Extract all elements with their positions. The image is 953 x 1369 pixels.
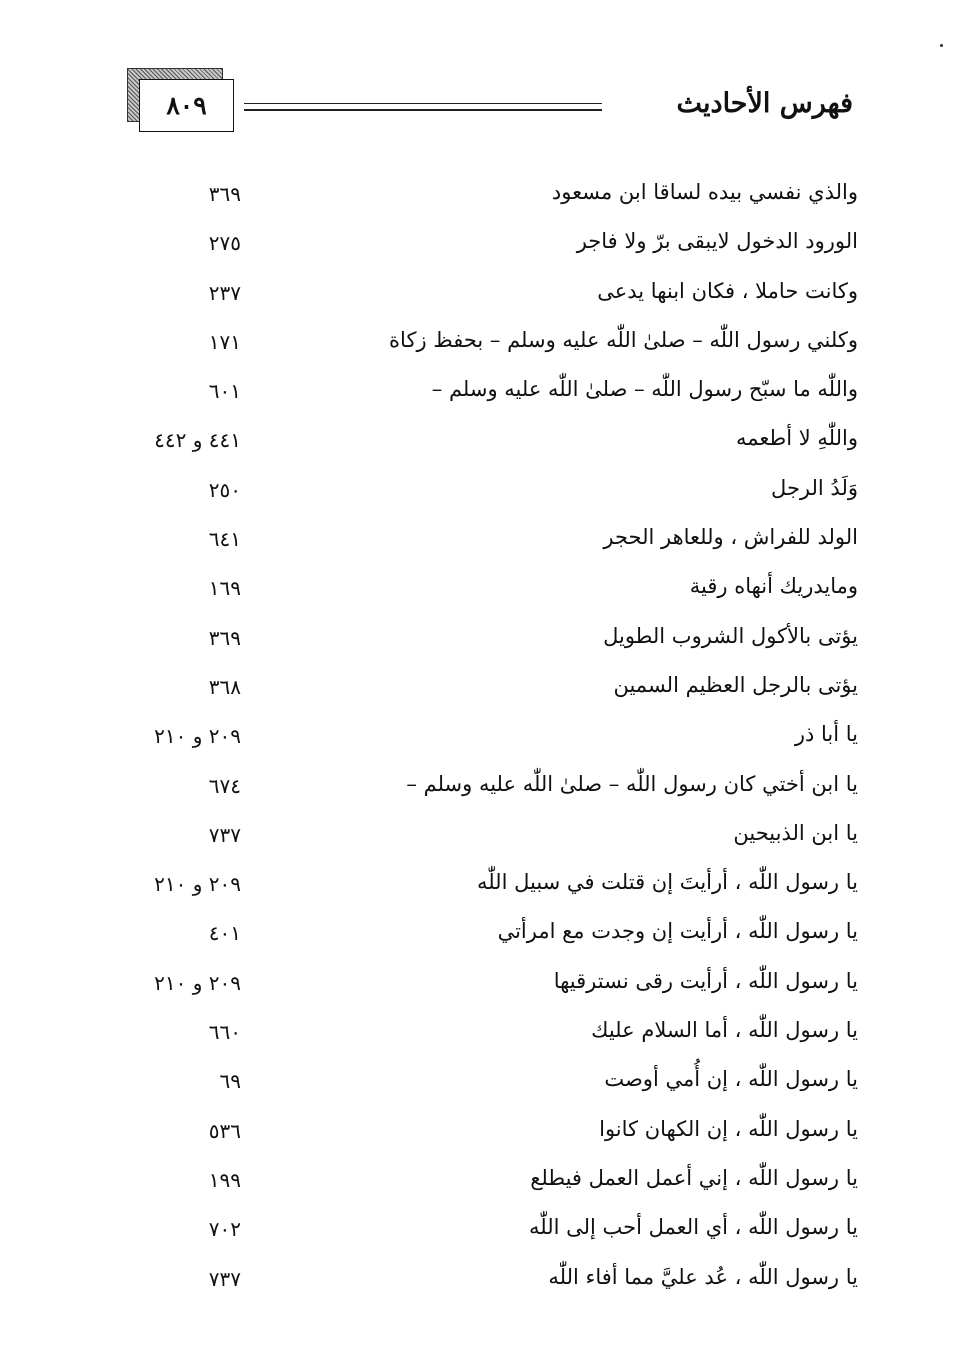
entry-text: يا رسول اللّٰه ، أما السلام عليك	[591, 1018, 858, 1043]
entry-text: يا رسول اللّٰه ، عُد عليَّ مما أفاء اللّٰه	[548, 1264, 858, 1289]
entry-page-ref: ٦٠١	[208, 379, 241, 404]
index-entry	[0, 815, 953, 864]
index-entry	[0, 223, 953, 272]
index-entry	[0, 1259, 953, 1308]
entry-page-ref: ٢٥٠	[208, 477, 241, 502]
entry-page-ref: ١٦٩	[208, 576, 241, 601]
entry-text: يا رسول اللّٰه ، أرأيت رقى نسترقيها	[553, 968, 858, 993]
hadith-index-list	[0, 174, 953, 1308]
entry-text: الولد للفراش ، وللعاهر الحجر	[603, 525, 858, 550]
entry-page-ref: ٧٣٧	[208, 1266, 241, 1291]
index-entry	[0, 1209, 953, 1258]
entry-text: واللّٰهِ لا أطعمه	[736, 426, 858, 451]
entry-text: يا رسول اللّٰه ، أرأيت إن وجدت مع امرأتي	[497, 919, 858, 944]
entry-page-ref: ٧٠٢	[208, 1217, 241, 1242]
entry-page-ref: ٢٠٩ و ٢١٠	[154, 872, 241, 897]
index-entry	[0, 519, 953, 568]
entry-page-ref: ٦٦٠	[208, 1020, 241, 1045]
page-title: فهرس الأحاديث	[676, 88, 853, 119]
scan-dot	[940, 44, 943, 47]
entry-page-ref: ٣٦٨	[208, 674, 241, 699]
entry-page-ref: ٤٤١ و ٤٤٢	[154, 428, 241, 453]
index-entry	[0, 1012, 953, 1061]
entry-page-ref: ٣٦٩	[208, 182, 241, 206]
entry-text: يا رسول اللّٰه ، إن أُمي أوصت	[604, 1067, 858, 1092]
entry-text: يا ابن أختي كان رسول اللّٰه – صلىٰ اللّٰه عليه وسلم –	[406, 771, 858, 796]
index-entry	[0, 174, 953, 223]
entry-page-ref: ٢٧٥	[208, 231, 241, 256]
entry-text: وكلني رسول اللّٰه – صلىٰ اللّٰه عليه وسلم – بحفظ زكاة	[389, 327, 858, 352]
entry-text: يا رسول اللّٰه ، إني أعمل العمل فيطلع	[530, 1165, 858, 1190]
page-number: ٨٠٩	[139, 79, 234, 132]
index-entry	[0, 864, 953, 913]
entry-text: والذي نفسي بيده لساقا ابن مسعود	[551, 180, 858, 204]
index-entry	[0, 371, 953, 420]
index-entry	[0, 470, 953, 519]
index-entry	[0, 716, 953, 765]
entry-text: وكانت حاملا ، فكان ابنها يدعى	[597, 278, 858, 303]
index-entry	[0, 420, 953, 469]
header-rule	[244, 103, 602, 104]
entry-page-ref: ٦٩	[219, 1069, 241, 1094]
index-entry	[0, 667, 953, 716]
entry-text: وَلَدُ الرجل	[771, 475, 858, 500]
index-entry	[0, 1111, 953, 1160]
index-entry	[0, 1160, 953, 1209]
index-entry	[0, 766, 953, 815]
entry-page-ref: ١٩٩	[208, 1167, 241, 1192]
entry-page-ref: ٢٠٩ و ٢١٠	[154, 970, 241, 995]
index-entry	[0, 322, 953, 371]
entry-text: يا رسول اللّٰه ، إن الكهان كانوا	[599, 1116, 858, 1141]
index-entry	[0, 273, 953, 322]
index-entry	[0, 1061, 953, 1110]
entry-page-ref: ١٧١	[208, 329, 241, 354]
index-entry	[0, 568, 953, 617]
entry-text: يؤتى بالأكول الشروب الطويل	[603, 623, 858, 648]
entry-text: ومايدريك أنهاه رقية	[689, 574, 858, 599]
entry-page-ref: ٥٣٦	[208, 1118, 241, 1143]
entry-page-ref: ٣٦٩	[208, 625, 241, 650]
entry-text: الورود الدخول لايبقى برّ ولا فاجر	[576, 229, 858, 254]
index-entry	[0, 963, 953, 1012]
entry-text: واللّٰه ما سبّح رسول اللّٰه – صلىٰ اللّٰه عليه وسلم –	[431, 377, 858, 402]
entry-text: يا ابن الذبيحين	[733, 820, 858, 845]
entry-page-ref: ٢٣٧	[208, 280, 241, 305]
index-entry	[0, 618, 953, 667]
entry-page-ref: ٦٧٤	[208, 773, 241, 798]
entry-page-ref: ٢٠٩ و ٢١٠	[154, 724, 241, 749]
entry-text: يا رسول اللّٰه ، أي العمل أحب إلى اللّٰه	[528, 1215, 858, 1240]
header-rule-thick	[244, 109, 602, 111]
entry-page-ref: ٤٠١	[208, 921, 241, 946]
entry-text: يا أبا ذر	[794, 722, 858, 747]
entry-page-ref: ٦٤١	[208, 527, 241, 552]
entry-page-ref: ٧٣٧	[208, 822, 241, 847]
entry-text: يؤتى بالرجل العظيم السمين	[613, 672, 858, 697]
entry-text: يا رسول اللّٰه ، أرأيتَ إن قتلت في سبيل اللّٰه	[476, 870, 858, 895]
index-entry	[0, 913, 953, 962]
